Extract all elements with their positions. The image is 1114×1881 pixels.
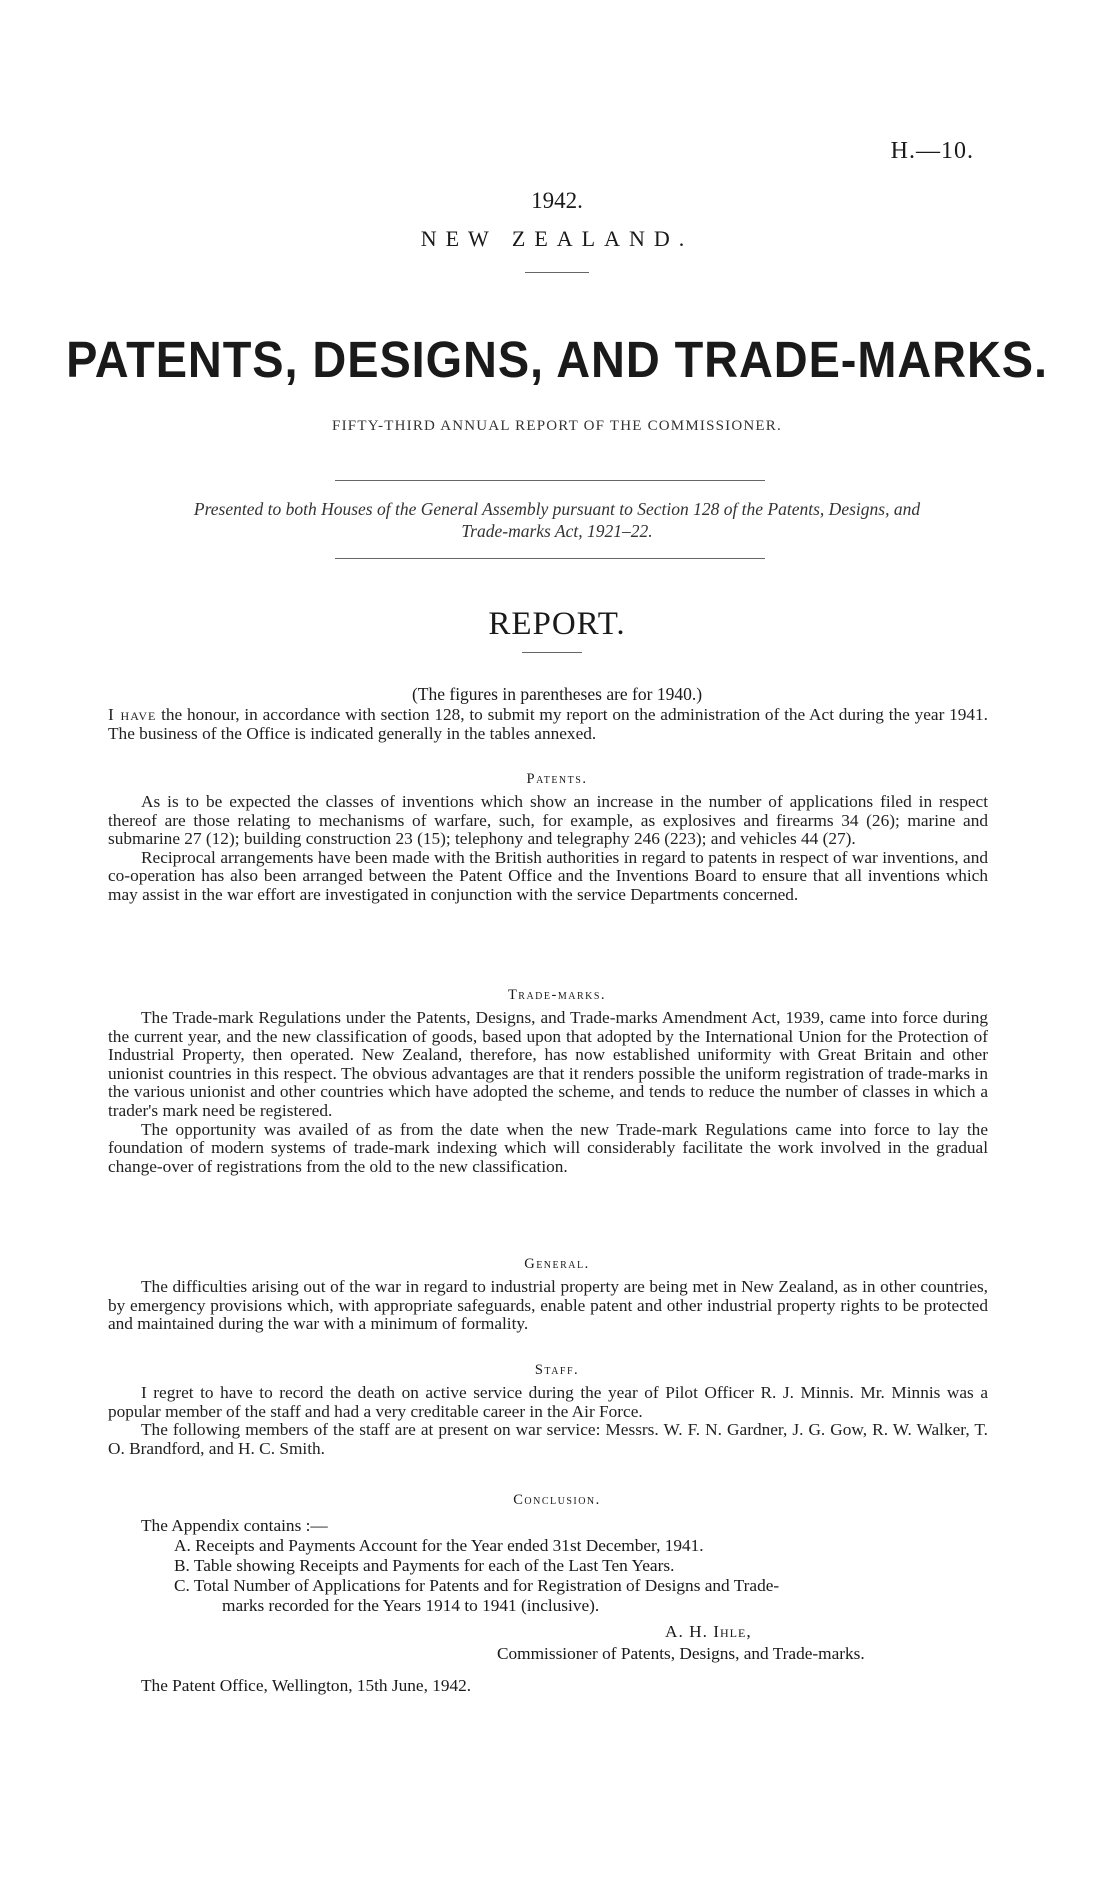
appendix-item-a: A. Receipts and Payments Account for the Year ended 31st December, 1941. (174, 1536, 704, 1555)
patents-paragraph: As is to be expected the classes of inventions which show an increase in the number of applications filed in respect thereof are those relating to mechanisms of warfare, such, for example, as explosives and firearms 34 (26); marine and submarine 27 (12); building construction 23 (15); telephony and telegraphy 246 (223); and vehicles 44 (27). (108, 792, 988, 849)
patents-heading: Patents. (526, 771, 588, 787)
trade-marks-paragraph: The Trade-mark Regulations under the Patents, Designs, and Trade-marks Amendment Act, 1939, came into force during the current year, and the new classification of goods, based upon that adopted by the International Union for the Protection of Industrial Property, then operated. New Zealand, therefore, has now established uniformity with Great Britain and other unionist countries in this respect. The obvious advantages are that it renders possible the uniform registration of trade-marks in the various unionist and other countries which have adopted the scheme, and tends to reduce the number of classes in which a trader's mark need be registered. (108, 1008, 988, 1120)
intro-paragraph (108, 706, 988, 743)
appendix-list (108, 1516, 988, 1616)
signatory-name: A. H. Ihle, (665, 1622, 752, 1641)
staff-heading: Staff. (534, 1362, 580, 1378)
document-subtitle: FIFTY-THIRD ANNUAL REPORT OF THE COMMISSIONER. (332, 418, 782, 434)
place-and-date: The Patent Office, Wellington, 15th June, 1942. (141, 1676, 472, 1695)
general-section (108, 1278, 988, 1334)
signatory-title: Commissioner of Patents, Designs, and Trade-marks. (497, 1644, 865, 1663)
country-heading: NEW ZEALAND. (420, 226, 694, 251)
presentation-note-line: Presented to both Houses of the General Assembly pursuant to Section 128 of the Patents, Designs, and (193, 499, 921, 519)
staff-section (108, 1384, 988, 1458)
appendix-item-c: C. Total Number of Applications for Patents and for Registration of Designs and Trade- (174, 1576, 780, 1595)
appendix-item-c-continued: marks recorded for the Years 1914 to 1941 (inclusive). (222, 1596, 600, 1615)
document-title: PATENTS, DESIGNS, AND TRADE-MARKS. (66, 331, 1048, 388)
patents-section (108, 793, 988, 905)
staff-paragraph: I regret to have to record the death on active service during the year of Pilot Officer R. J. Minnis. Mr. Minnis was a popular member of the staff and had a very creditable career in the Air Force. (108, 1383, 988, 1421)
general-heading: General. (524, 1256, 590, 1272)
appendix-item-b: B. Table showing Receipts and Payments for each of the Last Ten Years. (174, 1556, 675, 1575)
trade-marks-heading: Trade-marks. (507, 987, 607, 1003)
report-heading: REPORT. (488, 606, 626, 642)
divider (335, 558, 765, 559)
intro-text: the honour, in accordance with section 128, to submit my report on the administration of the Act during the year 1941. The business of the Office is indicated generally in the tables annexed. (108, 705, 988, 743)
patents-paragraph: Reciprocal arrangements have been made with the British authorities in regard to patents in respect of war inventions, and co-operation has also been arranged between the Patent Office and the Inventions Board to ensure that all inventions which may assist in the war effort are investigated in conjunction with the service Departments concerned. (108, 847, 988, 904)
presentation-note-line: Trade-marks Act, 1921–22. (461, 521, 653, 541)
divider (335, 480, 765, 481)
trade-marks-section (108, 1009, 988, 1176)
trade-marks-paragraph: The opportunity was availed of as from the date when the new Trade-mark Regulations came into force to lay the foundation of modern systems of trade-mark indexing which will considerably facilitate the work involved in the gradual change-over of registrations from the old to the new classification. (108, 1119, 988, 1176)
report-parenthetical: (The figures in parentheses are for 1940.) (411, 684, 703, 704)
intro-lead: I have (108, 705, 157, 724)
conclusion-heading: Conclusion. (513, 1492, 601, 1508)
divider (525, 272, 589, 273)
staff-paragraph: The following members of the staff are at present on war service: Messrs. W. F. N. Gardner, J. G. Gow, R. W. Walker, T. O. Brandford, and H. C. Smith. (108, 1420, 988, 1458)
appendix-lead: The Appendix contains :— (141, 1516, 328, 1535)
general-paragraph: The difficulties arising out of the war in regard to industrial property are being met in New Zealand, as in other countries, by emergency provisions which, with appropriate safeguards, enable patent and other industrial property rights to be protected and maintained during the war with a minimum of formality. (108, 1277, 988, 1334)
presentation-note (0, 498, 1114, 542)
document-reference: H.—10. (890, 138, 974, 164)
document-year: 1942. (531, 188, 583, 213)
divider (522, 652, 582, 653)
